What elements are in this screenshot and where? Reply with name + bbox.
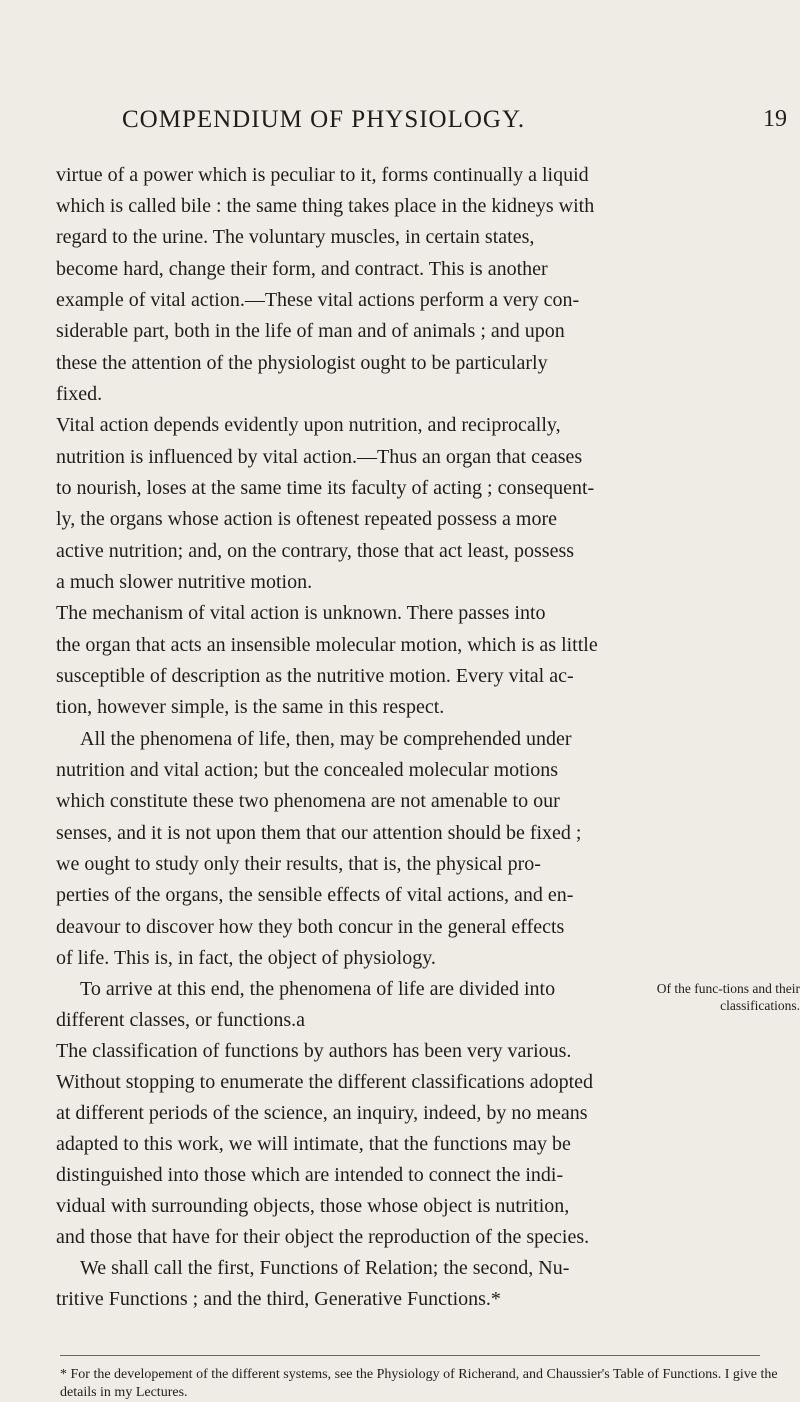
- text-line: which constitute these two phenomena are not amenable to our: [56, 790, 560, 812]
- text-line: a much slower nutritive motion.: [56, 571, 313, 593]
- text-line: Vital action depends evidently upon nutrition, and reciprocally,: [56, 414, 561, 436]
- text-line: virtue of a power which is peculiar to it, forms continually a liquid: [56, 164, 589, 186]
- margin-note: Of the func-tions and their classifications.: [656, 981, 800, 1013]
- footnote: * For the developement of the different systems, see the Physiology of Richerand, and Chaussier's Table of Functions. I give the details in my Lectures.: [60, 1367, 778, 1400]
- text-line: susceptible of description as the nutritive motion. Every vital ac-: [56, 665, 574, 687]
- page-header: [0, 106, 800, 146]
- text-line: and those that have for their object the reproduction of the species.: [56, 1226, 590, 1248]
- text-line: regard to the urine. The voluntary muscles, in certain states,: [56, 226, 535, 248]
- text-line: of life. This is, in fact, the object of physiology.: [56, 947, 436, 969]
- text-line: active nutrition; and, on the contrary, those that act least, possess: [56, 540, 575, 562]
- text-line: which is called bile : the same thing takes place in the kidneys with: [56, 195, 595, 217]
- text-line: All the phenomena of life, then, may be comprehended under: [80, 728, 572, 750]
- text-line: tion, however simple, is the same in this respect.: [56, 696, 445, 718]
- text-line: senses, and it is not upon them that our attention should be fixed ;: [56, 822, 582, 844]
- text-line: The mechanism of vital action is unknown. There passes into: [56, 602, 546, 624]
- text-line: example of vital action.—These vital actions perform a very con-: [56, 289, 580, 311]
- text-line: adapted to this work, we will intimate, that the functions may be: [56, 1133, 571, 1155]
- text-line: nutrition and vital action; but the concealed molecular motions: [56, 759, 559, 781]
- text-line: perties of the organs, the sensible effects of vital actions, and en-: [56, 884, 574, 906]
- text-line: we ought to study only their results, that is, the physical pro-: [56, 853, 541, 875]
- text-line: to nourish, loses at the same time its faculty of acting ; consequent-: [56, 477, 595, 499]
- text-line: these the attention of the physiologist ought to be particularly: [56, 352, 548, 374]
- text-line: nutrition is influenced by vital action.—Thus an organ that ceases: [56, 446, 583, 468]
- page-number: 19: [763, 106, 787, 132]
- text-line: To arrive at this end, the phenomena of life are divided into: [80, 978, 556, 1000]
- text-line: We shall call the first, Functions of Relation; the second, Nu-: [80, 1257, 570, 1279]
- text-line: tritive Functions ; and the third, Generative Functions.*: [56, 1288, 501, 1310]
- text-line: vidual with surrounding objects, those whose object is nutrition,: [56, 1195, 570, 1217]
- text-line: the organ that acts an insensible molecular motion, which is as little: [56, 634, 598, 656]
- text-line: ly, the organs whose action is oftenest repeated possess a more: [56, 508, 557, 530]
- text-line: The classification of functions by authors has been very various.: [56, 1040, 572, 1062]
- text-line: Without stopping to enumerate the different classifications adopted: [56, 1071, 594, 1093]
- text-line: deavour to discover how they both concur in the general effects: [56, 916, 565, 938]
- text-line: at different periods of the science, an inquiry, indeed, by no means: [56, 1102, 588, 1124]
- text-line: siderable part, both in the life of man and of animals ; and upon: [56, 320, 565, 342]
- footnote-rule: [60, 1355, 760, 1356]
- text-line: become hard, change their form, and contract. This is another: [56, 258, 548, 280]
- text-line: different classes, or functions.a: [56, 1009, 305, 1031]
- text-line: distinguished into those which are intended to connect the indi-: [56, 1164, 564, 1186]
- running-head: COMPENDIUM OF PHYSIOLOGY.: [122, 106, 526, 133]
- text-line: fixed.: [56, 383, 103, 405]
